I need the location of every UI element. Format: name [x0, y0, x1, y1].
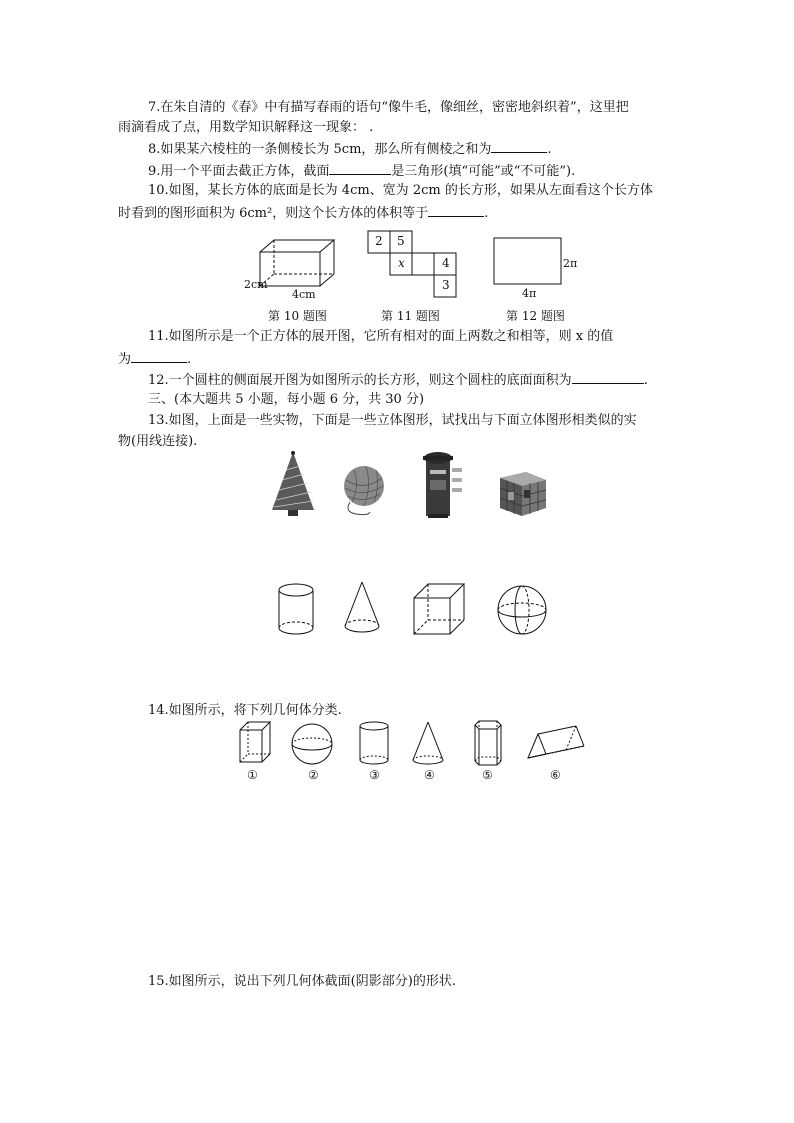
q9-text: 9.用一个平面去截正方体，截面: [148, 164, 330, 179]
fig12-caption: 第 12 题图: [506, 309, 565, 323]
q14-cylinder: [357, 720, 391, 766]
fig10-caption: 第 10 题图: [268, 309, 327, 323]
q13-cylinder[interactable]: [276, 582, 316, 636]
mailbox-image: [418, 448, 466, 520]
q8-answer-blank[interactable]: [491, 138, 547, 153]
fig10-length-label: 4cm: [292, 288, 316, 301]
q13-cube[interactable]: [412, 582, 468, 636]
q14-triangular-prism: [524, 724, 586, 764]
q8-text: 8.如果某六棱柱的一条侧棱长为 5cm，那么所有侧棱之和为: [148, 142, 492, 157]
fig11-caption: 第 11 题图: [381, 309, 440, 323]
q14-label-4: ④: [424, 768, 435, 782]
q9-answer-blank[interactable]: [329, 160, 391, 175]
q10-answer-blank[interactable]: [428, 202, 484, 217]
q13-line2: 物(用线连接).: [118, 434, 198, 449]
q9-end: 是三角形(填“可能”或“不可能”).: [391, 164, 576, 179]
q13-cone[interactable]: [342, 580, 382, 636]
fig11-cell-5: 5: [397, 234, 405, 248]
q8-line: [148, 138, 708, 160]
q10-end: .: [484, 206, 489, 221]
q12-line: [148, 369, 708, 391]
q14-text: 14.如图所示，将下列几何体分类.: [148, 703, 342, 718]
fig11-cell-2: 2: [375, 234, 383, 248]
fig11-cell-4: 4: [442, 256, 450, 270]
q12-answer-blank[interactable]: [572, 369, 644, 384]
yarn-ball-image: [340, 462, 388, 518]
q14-cuboid: [238, 720, 272, 766]
fig10-cuboid: [258, 238, 338, 290]
fig12-width-label: 4π: [522, 287, 537, 300]
q14-sphere: [290, 722, 334, 766]
q7-line2: 雨滴看成了点，用数学知识解释这一现象： .: [118, 120, 374, 135]
q14-label-2: ②: [308, 768, 319, 782]
q12-text: 12.一个圆柱的侧面展开图为如图所示的长方形，则这个圆柱的底面面积为: [148, 373, 572, 388]
q14-label-1: ①: [247, 768, 258, 782]
fig11-cell-3: 3: [442, 278, 450, 292]
q13-sphere[interactable]: [496, 584, 548, 636]
fig10-width-label: 2cm: [244, 278, 268, 291]
christmas-tree-image: [270, 450, 316, 518]
q11-line2: [118, 348, 678, 370]
q15-text: 15.如图所示，说出下列几何体截面(阴影部分)的形状.: [148, 974, 456, 989]
q10-line2: [118, 202, 678, 224]
cube-puzzle-image: [496, 464, 550, 518]
q7-line1: 7.在朱自清的《春》中有描写春雨的语句“像牛毛，像细丝，密密地斜织着”，这里把: [148, 100, 629, 115]
q14-cone: [410, 720, 446, 766]
q12-end: .: [643, 373, 648, 388]
q8-end: .: [547, 142, 552, 157]
q10-text: 时看到的图形面积为 6cm²，则这个长方体的体积等于: [118, 206, 429, 221]
q9-line: [148, 160, 708, 182]
q11-answer-blank[interactable]: [131, 348, 187, 363]
q14-label-5: ⑤: [482, 768, 493, 782]
q14-hexagonal-prism: [473, 719, 503, 767]
q10-line1: 10.如图，某长方体的底面是长为 4cm、宽为 2cm 的长方形，如果从左面看这个长方体: [148, 183, 653, 198]
q14-label-6: ⑥: [550, 768, 561, 782]
q13-line1: 13.如图，上面是一些实物，下面是一些立体图形，试找出与下面立体图形相类似的实: [148, 413, 637, 428]
q11-text: 为: [118, 352, 132, 367]
q14-label-3: ③: [369, 768, 380, 782]
q11-line1: 11.如图所示是一个正方体的展开图，它所有相对的面上两数之和相等，则 x 的值: [148, 329, 614, 344]
fig12-height-label: 2π: [563, 257, 578, 270]
section3-title: 三、(本大题共 5 小题，每小题 6 分，共 30 分): [148, 392, 425, 407]
q11-end: .: [187, 352, 192, 367]
fig12-rectangle: [493, 237, 563, 285]
fig11-cell-x: x: [398, 256, 405, 270]
